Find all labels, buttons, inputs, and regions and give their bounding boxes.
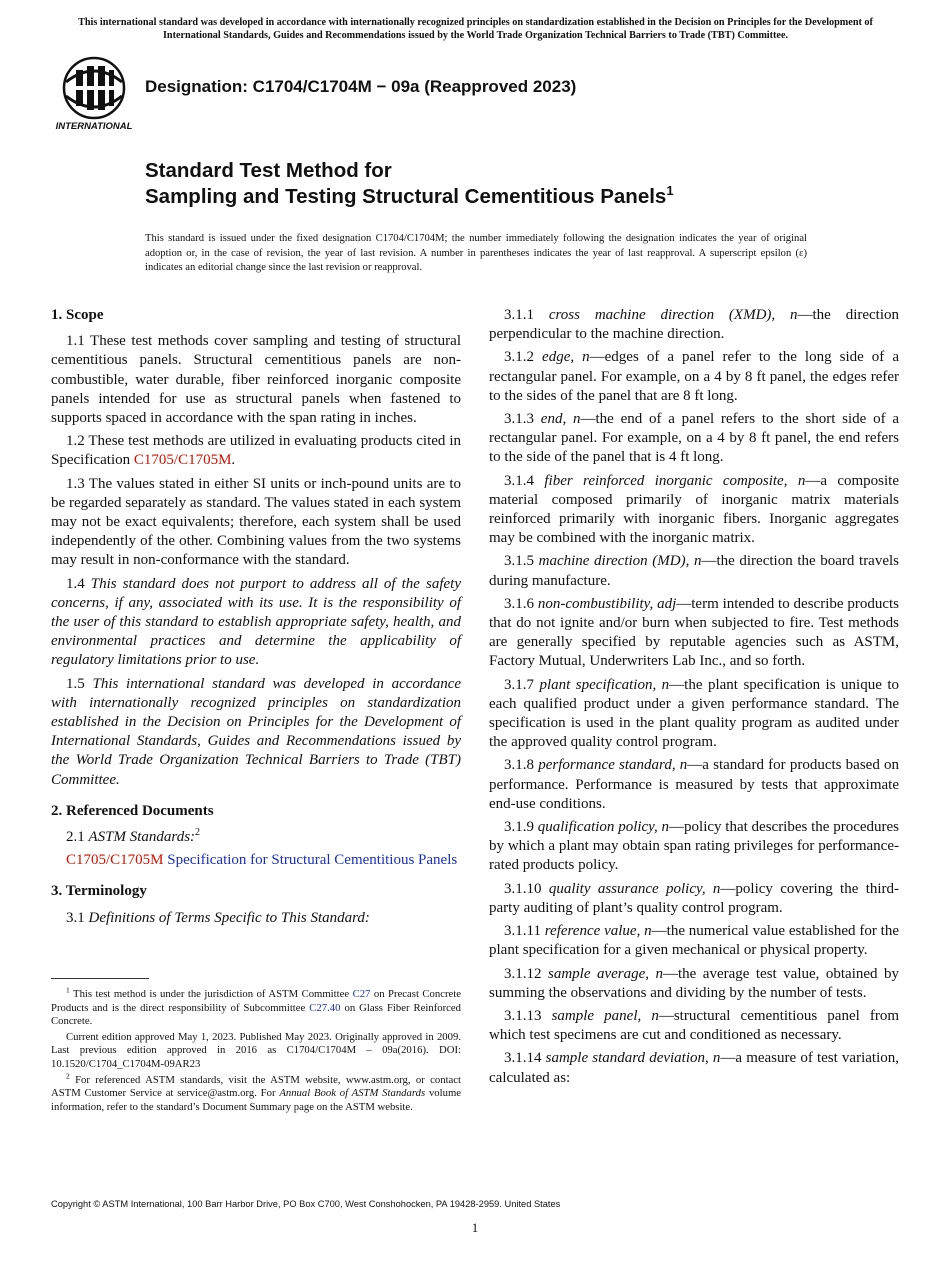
terminology-3-1-num: 3.1	[66, 909, 89, 926]
def-num: 3.1.6	[504, 595, 538, 612]
definition-3-1-10	[489, 880, 899, 918]
def-num: 3.1.5	[504, 553, 539, 570]
definition-3-1-8	[489, 756, 899, 814]
document-title	[145, 158, 674, 210]
issuance-note: This standard is issued under the fixed designation C1704/C1704M; the number immediately following the designation indicates the year of original adoption or, in the case of revision, the year of last revision. A number in parentheses indicates the year of last reapproval. A superscript epsilon (ε) indicates an editorial change since the last revision or reapproval.	[145, 233, 807, 274]
copyright-notice: Copyright © ASTM International, 100 Barr Harbor Drive, PO Box C700, West Conshohocken, PA 19428-2959. United States	[51, 1199, 561, 1209]
definition-3-1-4	[489, 472, 899, 549]
definition-3-1-9	[489, 818, 899, 876]
footnote-2-text-b: volume information, refer to the standard’s Document Summary page on the ASTM website.	[51, 1087, 461, 1113]
footnote-2-italic: Annual Book of ASTM Standards	[279, 1087, 426, 1100]
logo-caption: INTERNATIONAL	[55, 121, 133, 132]
terminology-3-1	[51, 909, 461, 928]
terminology-heading: 3. Terminology	[51, 883, 147, 900]
title-line-2	[145, 184, 674, 210]
refs-2-1-text: ASTM Standards:	[88, 829, 196, 846]
def-num: 3.1.13	[504, 1007, 552, 1024]
footnotes	[51, 985, 461, 1116]
def-text: —the numerical value established for the plant specification for a given mechanical or physical property.	[489, 923, 899, 959]
scope-1-5	[51, 675, 461, 790]
def-num: 3.1.7	[504, 676, 540, 693]
def-num: 3.1.11	[504, 923, 545, 940]
footnote-2-text-a: For referenced ASTM standards, visit the ASTM website, www.astm.org, or contact ASTM Customer Service at service@astm.org. For	[51, 1073, 461, 1100]
def-num: 3.1.9	[504, 819, 538, 836]
referenced-document-entry	[51, 851, 461, 870]
definition-3-1-14	[489, 1049, 899, 1087]
definition-3-1-12	[489, 965, 899, 1003]
def-term: quality assurance policy, n	[548, 880, 721, 897]
definition-3-1-6	[489, 595, 899, 672]
def-term: edge, n	[542, 349, 590, 366]
title-line-1: Standard Test Method for	[145, 159, 392, 182]
def-term: machine direction (MD), n	[538, 553, 702, 570]
scope-1-1: 1.1 These test methods cover sampling and testing of structural cementitious panels. Structural cementitious panels are non-combustible, water durable, fiber reinforced inorganic composite panels intended for use as structural panels when fastened to supports spaced in accordance with the span rating in inches.	[51, 333, 461, 427]
def-text: —the average test value, obtained by summing the observations and dividing by the number of tests.	[489, 965, 900, 1001]
terminology-3-1-text: Definitions of Terms Specific to This Standard:	[88, 909, 370, 926]
right-column	[489, 306, 899, 1092]
def-term: sample panel, n	[551, 1007, 659, 1024]
designation: Designation: C1704/C1704M − 09a (Reapproved 2023)	[145, 77, 577, 96]
def-text: —a composite material composed primarily of inorganic matrix materials reinforced primarily with inorganic fibers. Inorganic aggregates may be combined with the inorganic matrix.	[489, 472, 899, 547]
footnote-divider	[51, 978, 149, 979]
def-num: 3.1.1	[504, 307, 549, 323]
def-num: 3.1.12	[504, 965, 548, 982]
def-num: 3.1.2	[504, 349, 543, 366]
def-text: —the plant specification is unique to each qualified product under a given performance standard. The specification is used in the plant quality program as audited under the approved quality control program.	[489, 676, 900, 751]
edition-note: Current edition approved May 1, 2023. Published May 2023. Originally approved in 2009. Last previous edition approved in 2016 as C1704/C1704M – 09a(2016). DOI: 10.1520/C1704_C1704M-09AR23	[51, 1030, 461, 1070]
committee-link[interactable]: C27	[352, 988, 371, 1000]
left-column	[51, 306, 461, 932]
def-num: 3.1.8	[504, 757, 539, 774]
def-term: fiber reinforced inorganic composite, n	[544, 472, 806, 489]
title-footnote-ref[interactable]: 1	[666, 183, 674, 199]
definition-3-1-11	[489, 922, 899, 960]
def-text: —structural cementitious panel from which test specimens are cut and conditioned as necessary.	[489, 1007, 900, 1044]
def-text: —the direction perpendicular to the machine direction.	[489, 307, 900, 343]
def-text: —policy that describes the procedures by which a plant may obtain span rating privileges for performance-rated products policy.	[489, 819, 899, 874]
def-text: —the end of a panel refers to the short side of a rectangular panel. For example, on a 4 by 8 ft panel, the end refers to the side of the panel that is 4 ft long.	[489, 411, 899, 466]
def-term: performance standard, n	[538, 757, 688, 774]
def-num: 3.1.10	[504, 880, 549, 897]
spec-link[interactable]: C1705/C1705M	[133, 452, 232, 469]
footnote-1-text-b: on Precast Concrete Products and is the direct responsibility of Subcommittee	[51, 988, 461, 1014]
astm-logo-icon	[52, 56, 136, 132]
def-term: qualification policy, n	[537, 819, 670, 836]
scope-1-2-end: .	[231, 452, 236, 469]
scope-1-3: 1.3 The values stated in either SI units or inch-pound units are to be regarded separately as standard. The values stated in each system may not be exact equivalents; therefore, each system shall be used independently of the other. Combining values from the two systems may result in non-conformance with the standard.	[51, 475, 461, 569]
definition-3-1-13	[489, 1007, 899, 1045]
footnote-2	[51, 1071, 461, 1115]
scope-heading: 1. Scope	[51, 307, 104, 323]
refs-2-1	[51, 828, 461, 847]
subcommittee-link[interactable]: C27.40	[309, 1001, 341, 1014]
def-term: end, n	[540, 411, 581, 428]
footnote-1-marker: 1	[66, 985, 70, 995]
definition-3-1-5	[489, 552, 899, 590]
def-text: —the direction the board travels during manufacture.	[489, 553, 900, 589]
def-term: sample standard deviation, n	[545, 1050, 721, 1067]
title-line-2-text: Sampling and Testing Structural Cementitious Panels	[145, 185, 667, 208]
def-term: cross machine direction (XMD), n	[548, 307, 798, 323]
scope-1-2	[51, 432, 461, 470]
refs-2-1-num: 2.1	[66, 829, 89, 846]
scope-1-4	[51, 575, 461, 671]
def-num: 3.1.3	[504, 411, 541, 428]
ref-doc-title-link[interactable]: Specification for Structural Cementitious Panels	[163, 852, 458, 869]
definition-3-1-7	[489, 676, 899, 753]
definition-3-1-2	[489, 348, 899, 406]
scope-1-4-text: This standard does not purport to address all of the safety concerns, if any, associated with its use. It is the responsibility of the user of this standard to establish appropriate safety, health, and environmental practices and determine the applicability of regulatory limitations prior to use.	[51, 575, 461, 669]
footnote-1-text-c: on Glass Fiber Reinforced Concrete.	[51, 1001, 461, 1028]
def-term: plant specification, n	[539, 676, 670, 693]
def-text: —a measure of test variation, calculated as:	[489, 1050, 899, 1086]
def-num: 3.1.4	[504, 472, 545, 489]
def-text: —a standard for products based on performance. Performance is measured by tests that approximate end-use conditions.	[489, 757, 900, 812]
def-text: —policy covering the third-party auditing of plant’s quality control program.	[489, 880, 900, 916]
def-term: non-combustibility, adj	[537, 595, 677, 612]
referenced-documents-heading: 2. Referenced Documents	[51, 802, 214, 819]
scope-1-5-num: 1.5	[66, 675, 93, 692]
def-term: sample average, n	[547, 965, 663, 982]
ref-doc-code-link[interactable]: C1705/C1705M	[66, 852, 164, 869]
def-num: 3.1.14	[504, 1050, 546, 1067]
footnote-2-marker: 2	[66, 1071, 70, 1080]
footnote-1	[51, 985, 461, 1029]
page-number: 1	[471, 1220, 479, 1235]
def-term: reference value, n	[544, 923, 652, 940]
refs-footnote-ref[interactable]: 2	[195, 827, 201, 839]
scope-1-4-num: 1.4	[66, 575, 91, 592]
def-text: —edges of a panel refer to the long side of a rectangular panel. For example, on a 4 by 8 ft panel, the edges refer to the sides of the panel that are 8 ft long.	[489, 349, 899, 404]
tbt-notice: This international standard was developed in accordance with internationally recognized principles on standardization established in the Decision on Principles for the Development of International Standards, Guides and Recommendations issued by the World Trade Organization Technical Barriers to Trade (TBT) Committee.	[78, 17, 873, 41]
scope-1-5-text: This international standard was developed in accordance with internationally recognized principles on standardization established in the Decision on Principles for the Development of International Standards, Guides and Recommendations issued by the World Trade Organization Technical Barriers to Trade (TBT) Committee.	[51, 675, 462, 788]
footnote-1-text-a: This test method is under the jurisdiction of ASTM Committee	[69, 988, 353, 1000]
def-text: —term intended to describe products that do not ignite and/or burn when subjected to fire. Test methods are generally specified by reputable agencies such as ASTM, Factory Mutual, Underwriters Lab Inc., and so forth.	[489, 595, 900, 670]
definition-3-1-1	[489, 306, 899, 344]
definition-3-1-3	[489, 410, 899, 468]
scope-1-2-text: 1.2 These test methods are utilized in evaluating products cited in Specification	[51, 433, 461, 469]
